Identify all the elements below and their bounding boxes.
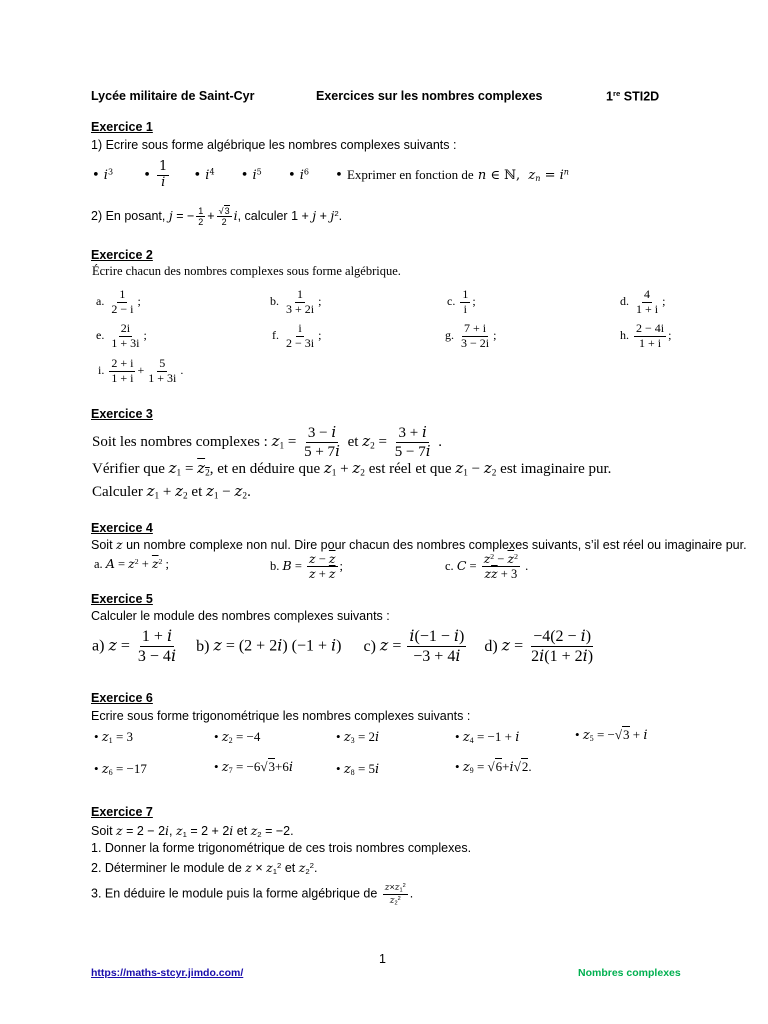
ex3-and: et: [347, 434, 359, 451]
exercise-5-intro: Calculer le module des nombres complexes suivants :: [91, 609, 390, 623]
label-h: h.: [620, 328, 629, 343]
z3-item: • $z_3 = 2i$: [336, 729, 380, 745]
exercise-2-item-f: f. $\frac{i}{2 - 3i}$ ;: [272, 321, 322, 350]
z5-item: • $z_5 = -√3 + i$: [575, 727, 648, 743]
ex7-q2-pre: 2. Déterminer le module de: [91, 861, 242, 875]
ex7-soit: Soit: [91, 824, 113, 838]
exercise-4-item-b: b. B = $\frac{z - \overline{z}}{z + \overline{z}}$ ;: [270, 551, 343, 582]
exercise-1-tail: Exprimer en fonction de: [346, 166, 474, 182]
ex5-label-a: a): [92, 637, 105, 655]
exercise-2-item-g: g. $\frac{7 + i}{3 - 2i}$ ;: [445, 321, 497, 350]
z6-item: • $z_6 = -17$: [94, 761, 147, 777]
ex4-label-a: a.: [94, 557, 103, 571]
exercise-7-q3: 3. En déduire le module puis la forme algébrique de $\frac{z\times z_1^2}{z_2^2}$ .: [91, 882, 414, 907]
exercise-2-heading: Exercice 2: [91, 248, 153, 262]
footer-right: Nombres complexes: [578, 967, 681, 979]
ex4-label-b: b.: [270, 558, 280, 573]
exercise-2-item-a: a. $\frac{1}{2 - i}$ ;: [96, 287, 141, 316]
z4-item: • $z_4 = -1 + i$: [455, 729, 520, 745]
z2-item: • $z_2 = -4$: [214, 729, 261, 745]
label-b: b.: [270, 294, 279, 309]
exercise-5-heading: Exercice 5: [91, 592, 153, 606]
exercise-4-heading: Exercice 4: [91, 521, 153, 535]
label-f: f.: [272, 328, 279, 343]
ex5-label-d: d): [484, 637, 498, 655]
exercise-2-item-i: i. $\frac{2 + i}{1 + i}$ + $\frac{5}{1 + 3i}$ .: [98, 356, 184, 385]
exercise-3-line1: Soit les nombres complexes : $z_1$ = $\frac{3 - i}{5 + 7i}$ et $z_2$ = $\frac{3 + i}{5 - 7i}$ .: [92, 423, 443, 461]
exercise-7-heading: Exercice 7: [91, 805, 153, 819]
z7-item: • $z_7 = -6√3+6i$: [214, 759, 294, 775]
exercise-2-item-b: b. $\frac{1}{3 + 2i}$ ;: [270, 287, 322, 316]
exercise-1-heading: Exercice 1: [91, 120, 153, 134]
ex7-q2-et: et: [284, 861, 296, 875]
ex3-line1-pre: Soit les nombres complexes :: [92, 434, 268, 451]
ex4-label-c: c.: [445, 558, 454, 573]
exercise-4-item-c: c. C = $\frac{z^2 - \overline{z}^2}{z\overline{z} + 3}$ .: [445, 551, 529, 582]
ex3-line2-pre: Vérifier que: [92, 461, 165, 477]
ex3-line3-mid: et: [191, 484, 203, 500]
exercise-2-item-h: h. $\frac{2 - 4i}{1 + i}$ ;: [620, 321, 672, 350]
ex5-label-b: b): [196, 637, 210, 655]
exercise-4-item-a: a. $A = z^2 + \overline{z}^2$ ;: [94, 556, 170, 571]
ex3-line2-mid2: est réel et que: [368, 461, 452, 477]
exercise-5-items: a) z = $\frac{1 + i}{3 - 4i}$ b) z = (2 + 2i) (−1 + i) c) z = $\frac{i(-1 - i)}{-3 + 4i}$ d) z = $\frac{-4(2 - i)}{2i(1 + 2i)}$: [92, 626, 594, 666]
ex3-line2-post: est imaginaire pur.: [500, 461, 612, 477]
exercise-3-heading: Exercice 3: [91, 407, 153, 421]
exercise-7-q2: 2. Déterminer le module de $z \times z_1^2$ et $z_2^2$.: [91, 860, 318, 876]
exercise-4-intro: Soit z un nombre complexe non nul. Dire pour chacun des nombres complexes suivants, s’il est réel ou imaginaire pur.: [91, 537, 747, 552]
exercise-7-soit: Soit z = 2 − 2i, $z_1 = 2 + 2i$ et $z_2 = -2$.: [91, 823, 294, 839]
exercise-6-heading: Exercice 6: [91, 691, 153, 705]
header-title: Exercices sur les nombres complexes: [316, 89, 543, 103]
class-number: 1: [606, 89, 613, 104]
exercise-2-item-d: d. $\frac{4}{1 + i}$ ;: [620, 287, 666, 316]
ex7-et: et: [236, 824, 248, 838]
label-g: g.: [445, 328, 454, 343]
exercise-1-q1: 1) Ecrire sous forme algébrique les nombres complexes suivants :: [91, 138, 457, 152]
q2-suffix: , calculer: [237, 209, 288, 224]
z8-item: • $z_8 = 5i$: [336, 761, 380, 777]
exercise-1-q2: 2) En posant, j = − $\frac{1}{2}$ + $\frac{√3}{2}$ i, calculer $1 + j + j^2$.: [91, 206, 343, 228]
exercise-2-intro: Écrire chacun des nombres complexes sous forme algébrique.: [92, 264, 401, 278]
label-c: c.: [447, 294, 456, 309]
exercise-2-item-e: e. $\frac{2i}{1 + 3i}$ ;: [96, 321, 147, 350]
page-number: 1: [379, 952, 386, 966]
ex3-line2-mid1: , et en déduire que: [209, 461, 321, 477]
label-d: d.: [620, 294, 629, 309]
q2-prefix: 2) En posant,: [91, 209, 166, 224]
class-sup: re: [612, 89, 621, 98]
ex7-q3-pre: 3. En déduire le module puis la forme algébrique de: [91, 886, 378, 901]
label-e: e.: [96, 328, 105, 343]
label-i: i.: [98, 363, 105, 378]
label-a: a.: [96, 294, 105, 309]
ex4-intro-pre: Soit: [91, 538, 113, 552]
exercise-3-line2: Vérifier que $z_1 = z_2$, et en déduire que $z_1 + z_2$ est réel et que $z_1 - z_2$ est imaginaire pur.: [92, 459, 612, 479]
z1-item: • $z_1 = 3$: [94, 729, 134, 745]
header-school: Lycée militaire de Saint-Cyr: [91, 89, 255, 103]
exercise-2-item-c: c. $\frac{1}{i}$ ;: [447, 287, 476, 316]
exercise-3-line3: Calculer $z_1 + z_2$ et $z_1 - z_2$.: [92, 482, 251, 502]
ex4-intro-post: un nombre complexe non nul. Dire pour chacun des nombres complexes suivants, s’il est réel ou imaginaire pur.: [126, 538, 747, 552]
header-class: [606, 89, 659, 103]
ex3-line3-pre: Calculer: [92, 484, 143, 500]
exercise-7-q1: 1. Donner la forme trigonométrique de ces trois nombres complexes.: [91, 841, 472, 855]
footer-link[interactable]: https://maths-stcyr.jimdo.com/: [91, 967, 244, 979]
z9-item: • $z_9 = √6+i√2$.: [455, 759, 532, 775]
ex5-label-c: c): [363, 637, 376, 655]
exercise-1-items: • $i^3$ • $\frac{1}{i}$ • $i^4$ • $i^5$ • $i^6$ • Exprimer en fonction de n ∈ ℕ, $z_n = i^n$: [92, 159, 569, 190]
class-name: STI2D: [620, 89, 660, 104]
exercise-6-intro: Ecrire sous forme trigonométrique les nombres complexes suivants :: [91, 709, 471, 723]
